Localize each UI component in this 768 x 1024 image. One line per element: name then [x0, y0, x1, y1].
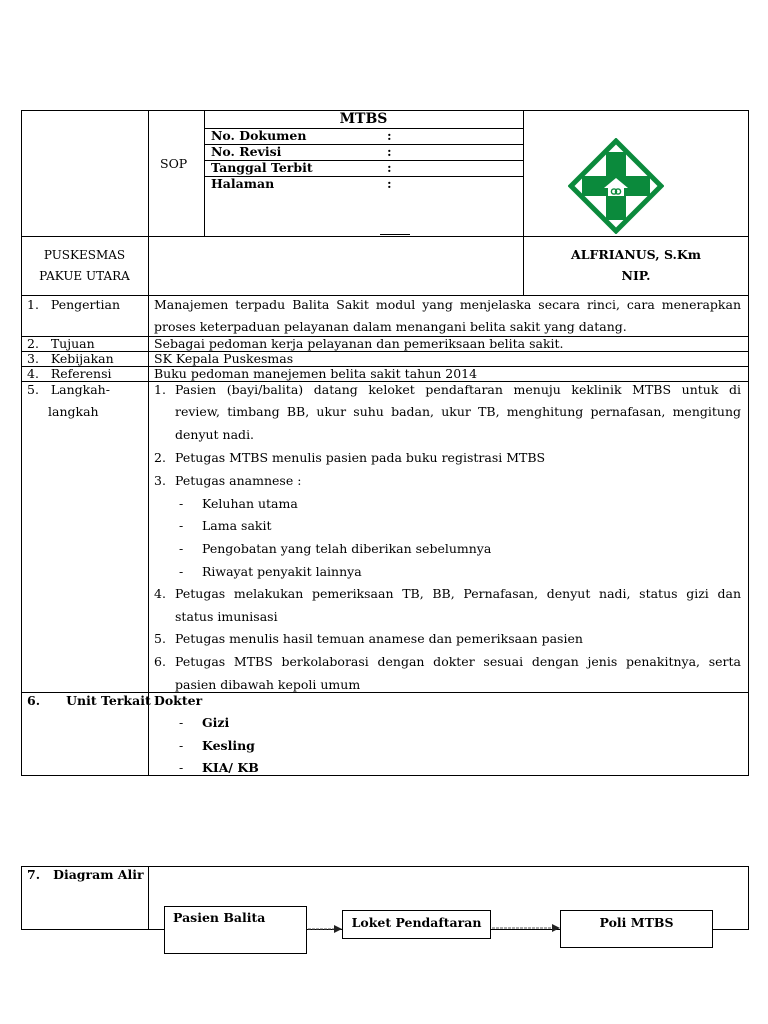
- section-label-tujuan: 2. Tujuan: [27, 336, 95, 351]
- flow-node-pasien-balita: [164, 906, 307, 954]
- field-no-dokumen: No. Dokumen: [211, 128, 307, 143]
- sop-label: SOP: [160, 156, 188, 171]
- list-dash: -: [179, 564, 184, 579]
- pengertian-text: proses keterpaduan pelayanan dalam menangani belita sakit yang datang.: [154, 319, 627, 334]
- organization-name: PUSKESMAS: [43, 248, 126, 262]
- step-text: Petugas MTBS berkolaborasi dengan dokter sesuai dengan jenis penakitnya, serta: [175, 654, 741, 669]
- step-text: Petugas anamnese :: [175, 473, 302, 488]
- flow-arrow-icon: [491, 921, 561, 935]
- step-text: pasien dibawah kepoli umum: [175, 677, 361, 692]
- list-dash: -: [179, 496, 184, 511]
- field-tanggal-terbit: Tanggal Terbit: [211, 160, 313, 175]
- step-number: 4.: [154, 586, 166, 601]
- step-text: Petugas melakukan pemeriksaan TB, BB, Pernafasan, denyut nadi, status gizi dan: [175, 586, 741, 601]
- unit-item: KIA/ KB: [202, 760, 259, 775]
- list-dash: -: [179, 518, 184, 533]
- unit-head: Dokter: [154, 693, 203, 708]
- header-divider: [21, 236, 749, 237]
- step-number: 6.: [154, 654, 166, 669]
- anamnese-item: Riwayat penyakit lainnya: [202, 564, 362, 579]
- tujuan-text: Sebagai pedoman kerja pelayanan dan pemeriksaan belita sakit.: [154, 336, 564, 351]
- flow-node-label: Pasien Balita: [173, 910, 266, 925]
- section-label-pengertian: 1. Pengertian: [27, 297, 121, 312]
- flow-node-poli-mtbs: [560, 910, 713, 948]
- list-dash: -: [179, 541, 184, 556]
- field-separator: :: [387, 128, 392, 143]
- list-dash: -: [179, 738, 184, 753]
- flow-node-label: Loket Pendaftaran: [351, 915, 482, 930]
- puskesmas-cross-logo-icon: [568, 138, 664, 234]
- doc-info-divider: [380, 234, 410, 235]
- referensi-text: Buku pedoman manejemen belita sakit tahun 2014: [154, 366, 478, 381]
- step-text: Petugas MTBS menulis pasien pada buku registrasi MTBS: [175, 450, 546, 465]
- diagram-divider: [148, 866, 149, 930]
- step-number: 5.: [154, 631, 166, 646]
- section-label-langkah: langkah: [48, 404, 99, 419]
- field-halaman: Halaman: [211, 176, 275, 191]
- step-text: status imunisasi: [175, 609, 278, 624]
- header-divider: [148, 110, 149, 296]
- signatory-nip: NIP.: [621, 268, 651, 283]
- pengertian-text: Manajemen terpadu Balita Sakit modul yang menjelaska secara rinci, cara menerapkan: [154, 297, 741, 312]
- section-label-unit-terkait: 6. Unit Terkait: [27, 693, 151, 708]
- section-label-kebijakan: 3. Kebijakan: [27, 351, 114, 366]
- field-separator: :: [387, 160, 392, 175]
- flow-node-label: Poli MTBS: [599, 915, 674, 930]
- organization-name: PAKUE UTARA: [39, 269, 130, 283]
- step-number: 2.: [154, 450, 166, 465]
- field-separator: :: [387, 176, 392, 191]
- step-text: review, timbang BB, ukur suhu badan, ukur TB, menghitung pernafasan, mengitung: [175, 404, 741, 419]
- field-separator: :: [387, 144, 392, 159]
- list-dash: -: [179, 760, 184, 775]
- anamnese-item: Lama sakit: [202, 518, 272, 533]
- anamnese-item: Keluhan utama: [202, 496, 298, 511]
- section-label-diagram-alir: 7. Diagram Alir: [27, 867, 144, 882]
- step-text: Pasien (bayi/balita) datang keloket pendaftaran menuju keklinik MTBS untuk di: [175, 382, 741, 397]
- step-number: 1.: [154, 382, 166, 397]
- list-dash: -: [179, 715, 184, 730]
- unit-item: Gizi: [202, 715, 230, 730]
- field-no-revisi: No. Revisi: [211, 144, 282, 159]
- flow-node-loket-pendaftaran: [342, 910, 491, 939]
- section-label-langkah: 5. Langkah-: [27, 382, 110, 397]
- step-number: 3.: [154, 473, 166, 488]
- signatory-name: ALFRIANUS, S.Km: [571, 247, 701, 262]
- step-text: denyut nadi.: [175, 427, 255, 442]
- unit-item: Kesling: [202, 738, 255, 753]
- document-title: MTBS: [339, 111, 388, 127]
- anamnese-item: Pengobatan yang telah diberikan sebelumnya: [202, 541, 492, 556]
- kebijakan-text: SK Kepala Puskesmas: [154, 351, 294, 366]
- flow-arrow-icon: [307, 922, 343, 936]
- section-label-referensi: 4. Referensi: [27, 366, 112, 381]
- step-text: Petugas menulis hasil temuan anamese dan pemeriksaan pasien: [175, 631, 583, 646]
